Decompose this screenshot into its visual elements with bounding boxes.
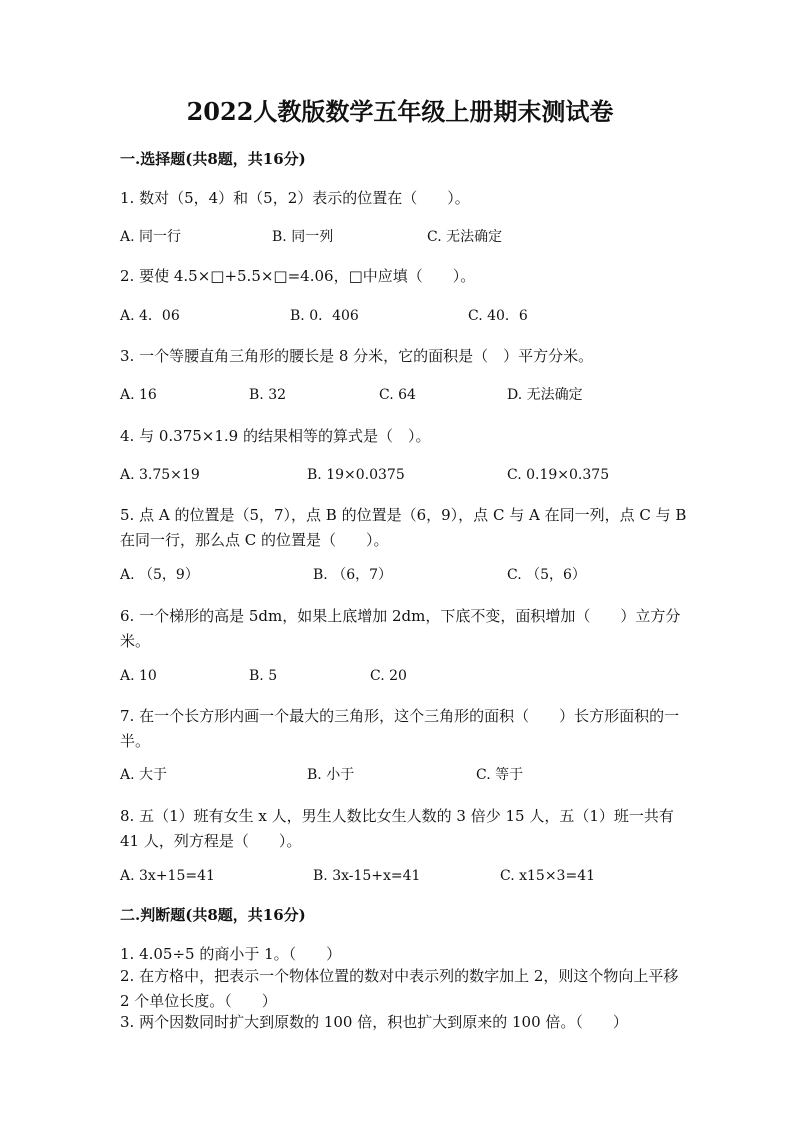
option-a: A. 大于: [120, 767, 168, 783]
question-5-options: [0, 564, 800, 586]
question-8: 8. 五（1）班有女生 x 人，男生人数比女生人数的 3 倍少 15 人，五（1）班一共有 41 人，列方程是（ ）。: [120, 807, 674, 850]
question-1: 1. 数对（5，4）和（5，2）表示的位置在（ ）。: [120, 189, 470, 207]
option-a: A. 3x+15=41: [120, 868, 215, 884]
question-8-options: [0, 865, 800, 887]
question-2: 2. 要使 4.5×□+5.5×□=4.06，□中应填（ ）。: [120, 267, 476, 285]
question-3-options: [0, 384, 800, 406]
judgment-2: 2. 在方格中，把表示一个物体位置的数对中表示列的数字加上 2，则这个物向上平移 2 个单位长度。（ ）: [120, 967, 679, 1010]
option-c: C. 等于: [476, 767, 524, 783]
question-4-options: [0, 464, 800, 486]
judgment-1: 1. 4.05÷5 的商小于 1。（ ）: [120, 945, 342, 963]
option-b: B. 0．406: [290, 308, 359, 324]
option-c: C. 0.19×0.375: [507, 467, 610, 483]
option-b: B. 小于: [307, 767, 355, 783]
option-a: A. 4．06: [120, 308, 180, 324]
option-b: B. 3x-15+x=41: [313, 868, 421, 884]
option-c: C. 64: [379, 387, 416, 403]
section-heading-true-false: 二.判断题(共8题，共16分): [120, 906, 306, 924]
option-d: D. 无法确定: [507, 387, 583, 403]
option-c: C. （5，6）: [507, 567, 586, 583]
question-1-options: [0, 226, 800, 248]
question-6-options: [0, 665, 800, 687]
option-a: A. （5，9）: [120, 567, 199, 583]
question-7-options: [0, 764, 800, 786]
option-b: B. （6，7）: [313, 567, 393, 583]
section-heading-multiple-choice: 一.选择题(共8题，共16分): [120, 150, 306, 168]
option-b: B. 同一列: [272, 229, 334, 245]
option-c: C. 无法确定: [427, 229, 503, 245]
option-b: B. 19×0.0375: [307, 467, 405, 483]
option-c: C. x15×3=41: [500, 868, 596, 884]
option-a: A. 3.75×19: [120, 467, 200, 483]
exam-title: 2022人教版数学五年级上册期末测试卷: [186, 97, 614, 126]
option-b: B. 32: [249, 387, 287, 403]
option-c: C. 40．6: [468, 308, 528, 324]
question-4: 4. 与 0.375×1.9 的结果相等的算式是（ ）。: [120, 427, 431, 445]
question-7: 7. 在一个长方形内画一个最大的三角形，这个三角形的面积（ ）长方形面积的一半。: [120, 707, 680, 750]
judgment-3: 3. 两个因数同时扩大到原数的 100 倍，积也扩大到原来的 100 倍。（ ）: [120, 1013, 628, 1031]
question-6: 6. 一个梯形的高是 5dm，如果上底增加 2dm，下底不变，面积增加（ ）立方分米。: [120, 607, 681, 650]
option-c: C. 20: [370, 668, 407, 684]
question-2-options: [0, 305, 800, 327]
question-5: 5. 点 A 的位置是（5，7），点 B 的位置是（6，9），点 C 与 A 在同一列，点 C 与 B 在同一行，那么点 C 的位置是（ ）。: [120, 506, 687, 549]
option-b: B. 5: [249, 668, 278, 684]
option-a: A. 16: [120, 387, 157, 403]
option-a: A. 同一行: [120, 229, 182, 245]
question-3: 3. 一个等腰直角三角形的腰长是 8 分米，它的面积是（ ）平方分米。: [120, 347, 594, 365]
option-a: A. 10: [120, 668, 157, 684]
